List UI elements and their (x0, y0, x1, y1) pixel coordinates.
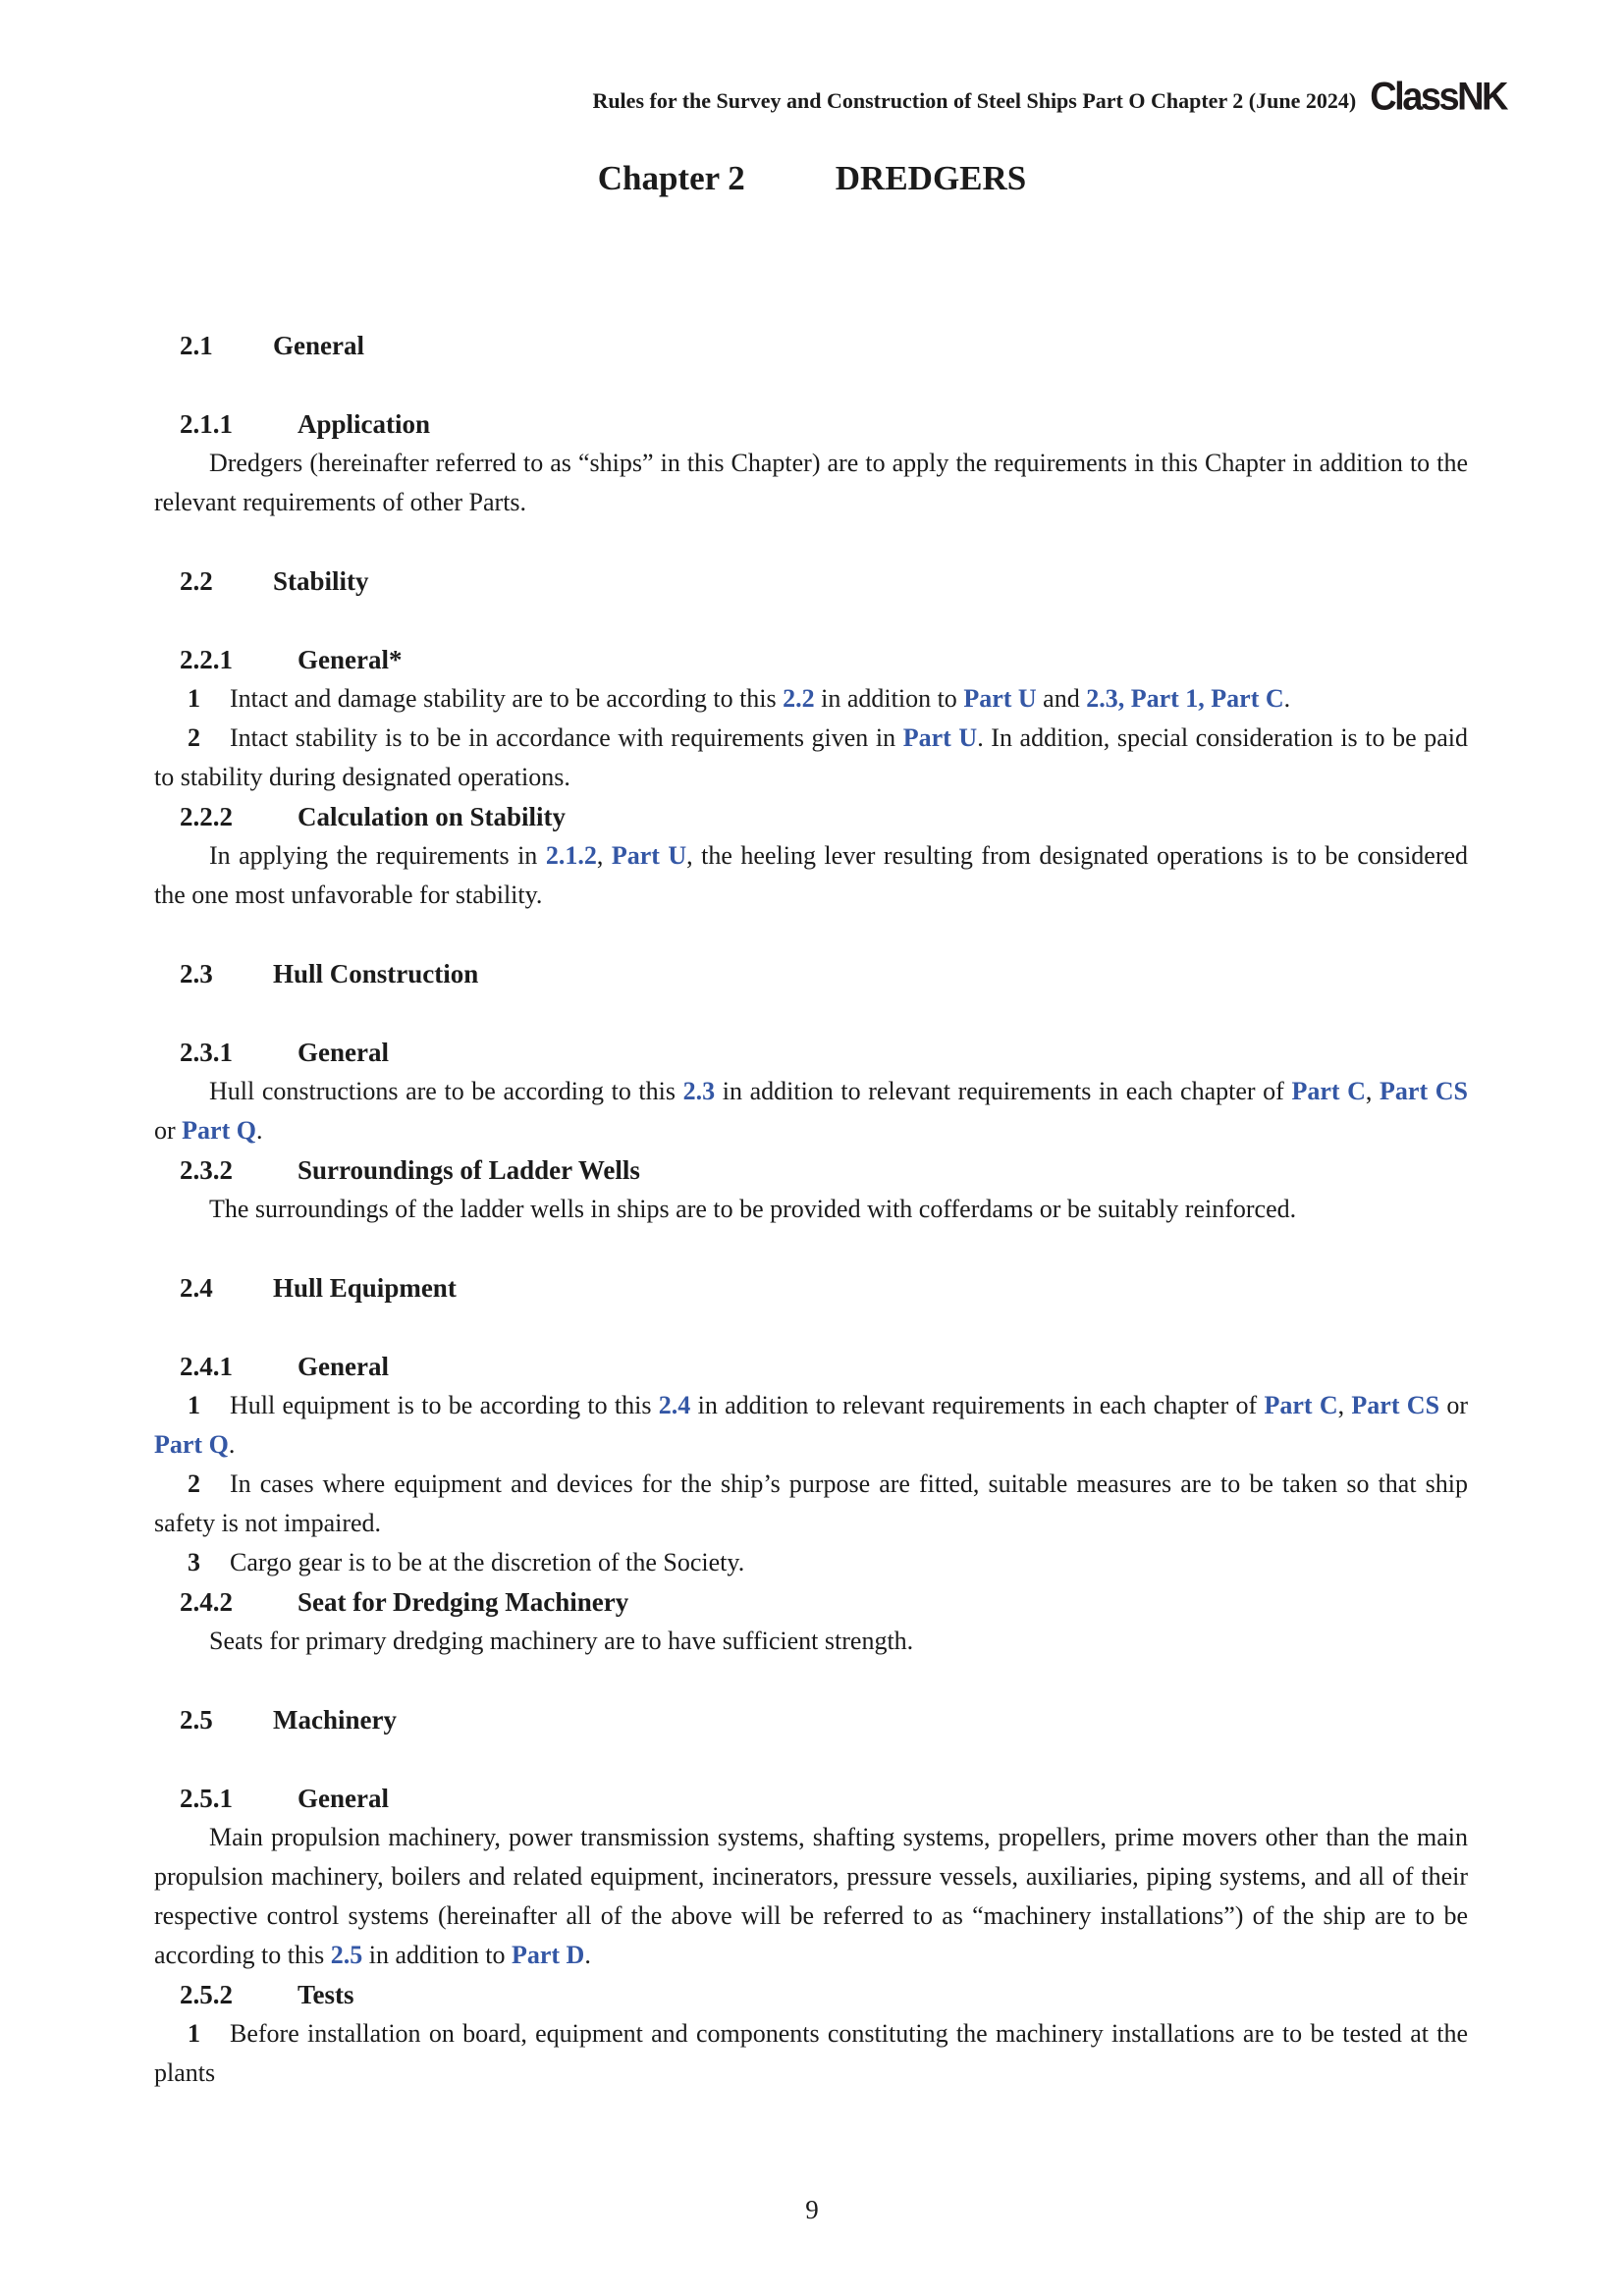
section-number: 2.4 (180, 1273, 213, 1304)
para-text: Cargo gear is to be at the discretion of the Society. (230, 1548, 745, 1577)
page-number: 9 (805, 2195, 819, 2224)
subsection-title: Seat for Dredging Machinery (298, 1587, 629, 1618)
subsection-number: 2.1.1 (180, 409, 233, 440)
para-text: , (596, 841, 612, 871)
para-text: in addition to (362, 1941, 512, 1970)
section-number: 2.1 (180, 331, 213, 361)
subsection-heading-2-5-2 (180, 1975, 1468, 2014)
ref-link[interactable]: Part Q (182, 1116, 256, 1146)
numbered-item-2-4-1-2 (154, 1465, 1468, 1543)
subsection-title: Surroundings of Ladder Wells (298, 1155, 640, 1186)
numbered-item-2-2-1-2 (154, 719, 1468, 797)
ref-link[interactable]: 2.5 (330, 1941, 363, 1970)
paragraph-2-4-2 (154, 1622, 1468, 1661)
ref-link[interactable]: 2.2 (783, 684, 815, 714)
subsection-heading-2-3-2 (180, 1150, 1468, 1190)
chapter-title (0, 159, 1624, 198)
subsection-number: 2.3.1 (180, 1038, 233, 1068)
para-text: Main propulsion machinery, power transmission systems, shafting systems, propellers, prime movers other than the main propulsion machinery, boilers and related equipment, incinerators, pressure vessels, auxiliaries, piping systems, and all of their respective control systems (hereinafter all of the above will be referred to as “machinery installations”) of the ship are to be according to this (154, 1823, 1468, 1970)
section-number: 2.5 (180, 1705, 213, 1735)
subsection-number: 2.5.2 (180, 1980, 233, 2010)
ref-link[interactable]: Part U (611, 841, 687, 871)
section-number: 2.3 (180, 959, 213, 989)
para-text: Intact stability is to be in accordance with requirements given in (230, 723, 903, 753)
para-text: Before installation on board, equipment and components constituting the machinery installations are to be tested at the plants (154, 2019, 1468, 2088)
ref-link[interactable]: Part D (511, 1941, 585, 1970)
ref-link[interactable]: 2.4 (658, 1391, 691, 1420)
header-rule-title: Rules for the Survey and Construction of Steel Ships Part O Chapter 2 (June 2024) (592, 87, 1357, 113)
ref-link[interactable]: Part U (902, 723, 978, 753)
para-text: . In addition, special consideration is to be paid to stability during designated operations. (154, 723, 1468, 792)
para-text: Hull equipment is to be according to this (230, 1391, 659, 1420)
classnk-logo: ClassNK (1370, 75, 1506, 120)
para-text: In applying the requirements in (209, 841, 546, 871)
subsection-number: 2.4.2 (180, 1587, 233, 1618)
paragraph-2-1-1 (154, 444, 1468, 522)
numbered-item-2-5-2-1 (154, 2014, 1468, 2093)
para-text: in addition to relevant requirements in each chapter of (690, 1391, 1265, 1420)
ref-link[interactable]: 2.3 (682, 1077, 716, 1106)
subsection-number: 2.2.2 (180, 802, 233, 832)
subsection-heading-2-2-1 (180, 640, 1468, 679)
subsection-title: General* (298, 645, 403, 675)
ref-link[interactable]: Part U (963, 684, 1037, 714)
section-title: Hull Construction (273, 959, 479, 989)
section-title: Stability (273, 566, 369, 597)
section-heading-2-5 (180, 1700, 1468, 1739)
paragraph-2-3-2 (154, 1190, 1468, 1229)
para-text: The surroundings of the ladder wells in ships are to be provided with cofferdams or be suitably reinforced. (209, 1195, 1297, 1224)
para-text: Hull constructions are to be according to this (209, 1077, 683, 1106)
section-heading-2-1 (180, 326, 1468, 365)
para-text: or (1439, 1391, 1469, 1420)
para-text: in addition to relevant requirements in each chapter of (715, 1077, 1292, 1106)
subsection-heading-2-1-1 (180, 404, 1468, 444)
subsection-number: 2.2.1 (180, 645, 233, 675)
para-text: and (1036, 684, 1087, 714)
numbered-item-2-4-1-1 (154, 1386, 1468, 1465)
item-number: 2 (188, 1469, 200, 1499)
para-text: In cases where equipment and devices for the ship’s purpose are fitted, suitable measures are to be taken so that ship safety is not impaired. (154, 1469, 1468, 1538)
paragraph-2-5-1 (154, 1818, 1468, 1975)
subsection-heading-2-4-2 (180, 1582, 1468, 1622)
para-text: , the heeling lever resulting from designated operations is to be considered the one most unfavorable for stability. (154, 841, 1469, 910)
chapter-number: Chapter 2 (597, 159, 745, 198)
subsection-title: General (298, 1784, 389, 1814)
para-text: Seats for primary dredging machinery are to have sufficient strength. (209, 1627, 914, 1656)
subsection-number: 2.4.1 (180, 1352, 233, 1382)
subsection-heading-2-2-2 (180, 797, 1468, 836)
page-header (0, 0, 1624, 120)
item-number: 1 (188, 1391, 200, 1420)
para-text: . (584, 1941, 591, 1970)
para-text: , (1337, 1391, 1352, 1420)
section-heading-2-2 (180, 561, 1468, 601)
ref-link[interactable]: Part Q (154, 1430, 229, 1460)
paragraph-2-2-2 (154, 836, 1468, 915)
para-text: Dredgers (hereinafter referred to as “ships” in this Chapter) are to apply the requirements in this Chapter in addition to the relevant requirements of other Parts. (154, 449, 1468, 517)
para-text: or (154, 1116, 183, 1146)
para-text: . (228, 1430, 236, 1460)
section-heading-2-3 (180, 954, 1468, 993)
para-text: . (255, 1116, 263, 1146)
section-number: 2.2 (180, 566, 213, 597)
subsection-title: General (298, 1038, 389, 1068)
section-title: General (273, 331, 364, 361)
numbered-item-2-2-1-1 (154, 679, 1468, 719)
subsection-number: 2.5.1 (180, 1784, 233, 1814)
item-number: 1 (188, 684, 200, 714)
section-title: Hull Equipment (273, 1273, 457, 1304)
subsection-heading-2-4-1 (180, 1347, 1468, 1386)
paragraph-2-3-1 (154, 1072, 1468, 1150)
ref-link[interactable]: Part C (1291, 1077, 1366, 1106)
subsection-title: General (298, 1352, 389, 1382)
subsection-title: Application (298, 409, 431, 440)
subsection-number: 2.3.2 (180, 1155, 233, 1186)
item-number: 2 (188, 723, 200, 753)
ref-link[interactable]: 2.3, Part 1, Part C (1086, 684, 1284, 714)
chapter-name: DREDGERS (835, 159, 1027, 198)
ref-link[interactable]: Part CS (1351, 1391, 1440, 1420)
subsection-heading-2-3-1 (180, 1033, 1468, 1072)
page-content (0, 326, 1624, 2093)
subsection-heading-2-5-1 (180, 1779, 1468, 1818)
subsection-title: Calculation on Stability (298, 802, 567, 832)
section-heading-2-4 (180, 1268, 1468, 1308)
para-text: in addition to (814, 684, 964, 714)
para-text: , (1365, 1077, 1380, 1106)
ref-link[interactable]: Part CS (1380, 1077, 1468, 1106)
item-number: 1 (188, 2019, 200, 2049)
section-title: Machinery (273, 1705, 397, 1735)
ref-link[interactable]: 2.1.2 (545, 841, 597, 871)
item-number: 3 (188, 1548, 200, 1577)
subsection-title: Tests (298, 1980, 354, 2010)
para-text: Intact and damage stability are to be according to this (230, 684, 784, 714)
para-text: . (1283, 684, 1291, 714)
ref-link[interactable]: Part C (1264, 1391, 1338, 1420)
numbered-item-2-4-1-3 (154, 1543, 1468, 1582)
